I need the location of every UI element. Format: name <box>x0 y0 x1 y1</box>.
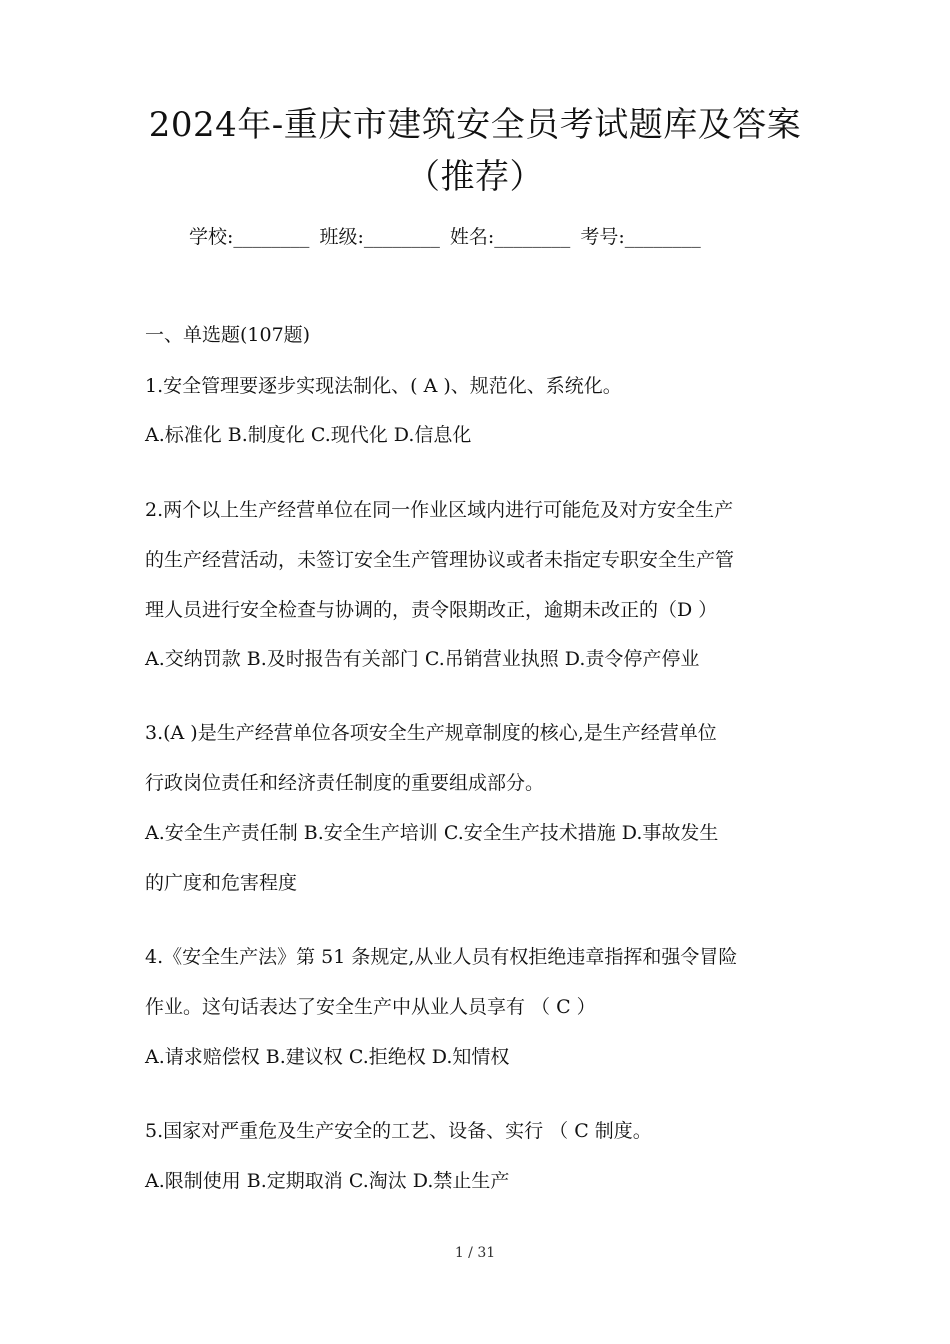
document-title-line1: 2024年-重庆市建筑安全员考试题库及答案 <box>148 105 802 145</box>
page-number: 1 / 31 <box>454 1245 496 1261</box>
question-2-text-line2: 的生产经营活动，未签订安全生产管理协议或者未指定专职安全生产管 <box>145 549 735 571</box>
question-2-options: A.交纳罚款 B.及时报告有关部门 C.吊销营业执照 D.责令停产停业 <box>145 648 700 670</box>
info-field-exam-number: 考号:________ <box>580 226 701 248</box>
question-4-text-line1: 4.《安全生产法》第 51 条规定,从业人员有权拒绝违章指挥和强令冒险 <box>145 946 738 968</box>
student-info-row <box>189 228 705 247</box>
question-5-options: A.限制使用 B.定期取消 C.淘汰 D.禁止生产 <box>145 1170 510 1192</box>
question-3-options-line1: A.安全生产责任制 B.安全生产培训 C.安全生产技术措施 D.事故发生 <box>145 822 719 844</box>
question-5-text: 5.国家对严重危及生产安全的工艺、设备、实行 （ C 制度。 <box>145 1120 652 1142</box>
question-2-text-line1: 2.两个以上生产经营单位在同一作业区域内进行可能危及对方安全生产 <box>145 499 734 521</box>
section-header: 一、单选题(107题) <box>145 324 311 346</box>
question-3-text-line2: 行政岗位责任和经济责任制度的重要组成部分。 <box>145 772 545 794</box>
question-1-text: 1.安全管理要逐步实现法制化、( A )、规范化、系统化。 <box>145 375 622 397</box>
question-3-text-line1: 3.(A )是生产经营单位各项安全生产规章制度的核心,是生产经营单位 <box>145 722 717 744</box>
info-field-name: 姓名:________ <box>449 226 571 248</box>
question-4-text-line2: 作业。这句话表达了安全生产中从业人员享有 （ C ） <box>145 996 596 1018</box>
document-title-line2: （推荐） <box>406 157 544 197</box>
info-field-class: 班级:________ <box>319 226 440 248</box>
info-field-school: 学校:________ <box>189 226 310 248</box>
question-2-text-line3: 理人员进行安全检查与协调的，责令限期改正，逾期未改正的（D ） <box>145 599 718 621</box>
question-3-options-line2: 的广度和危害程度 <box>145 872 298 894</box>
question-1-options: A.标准化 B.制度化 C.现代化 D.信息化 <box>145 424 472 446</box>
question-4-options: A.请求赔偿权 B.建议权 C.拒绝权 D.知情权 <box>145 1046 510 1068</box>
